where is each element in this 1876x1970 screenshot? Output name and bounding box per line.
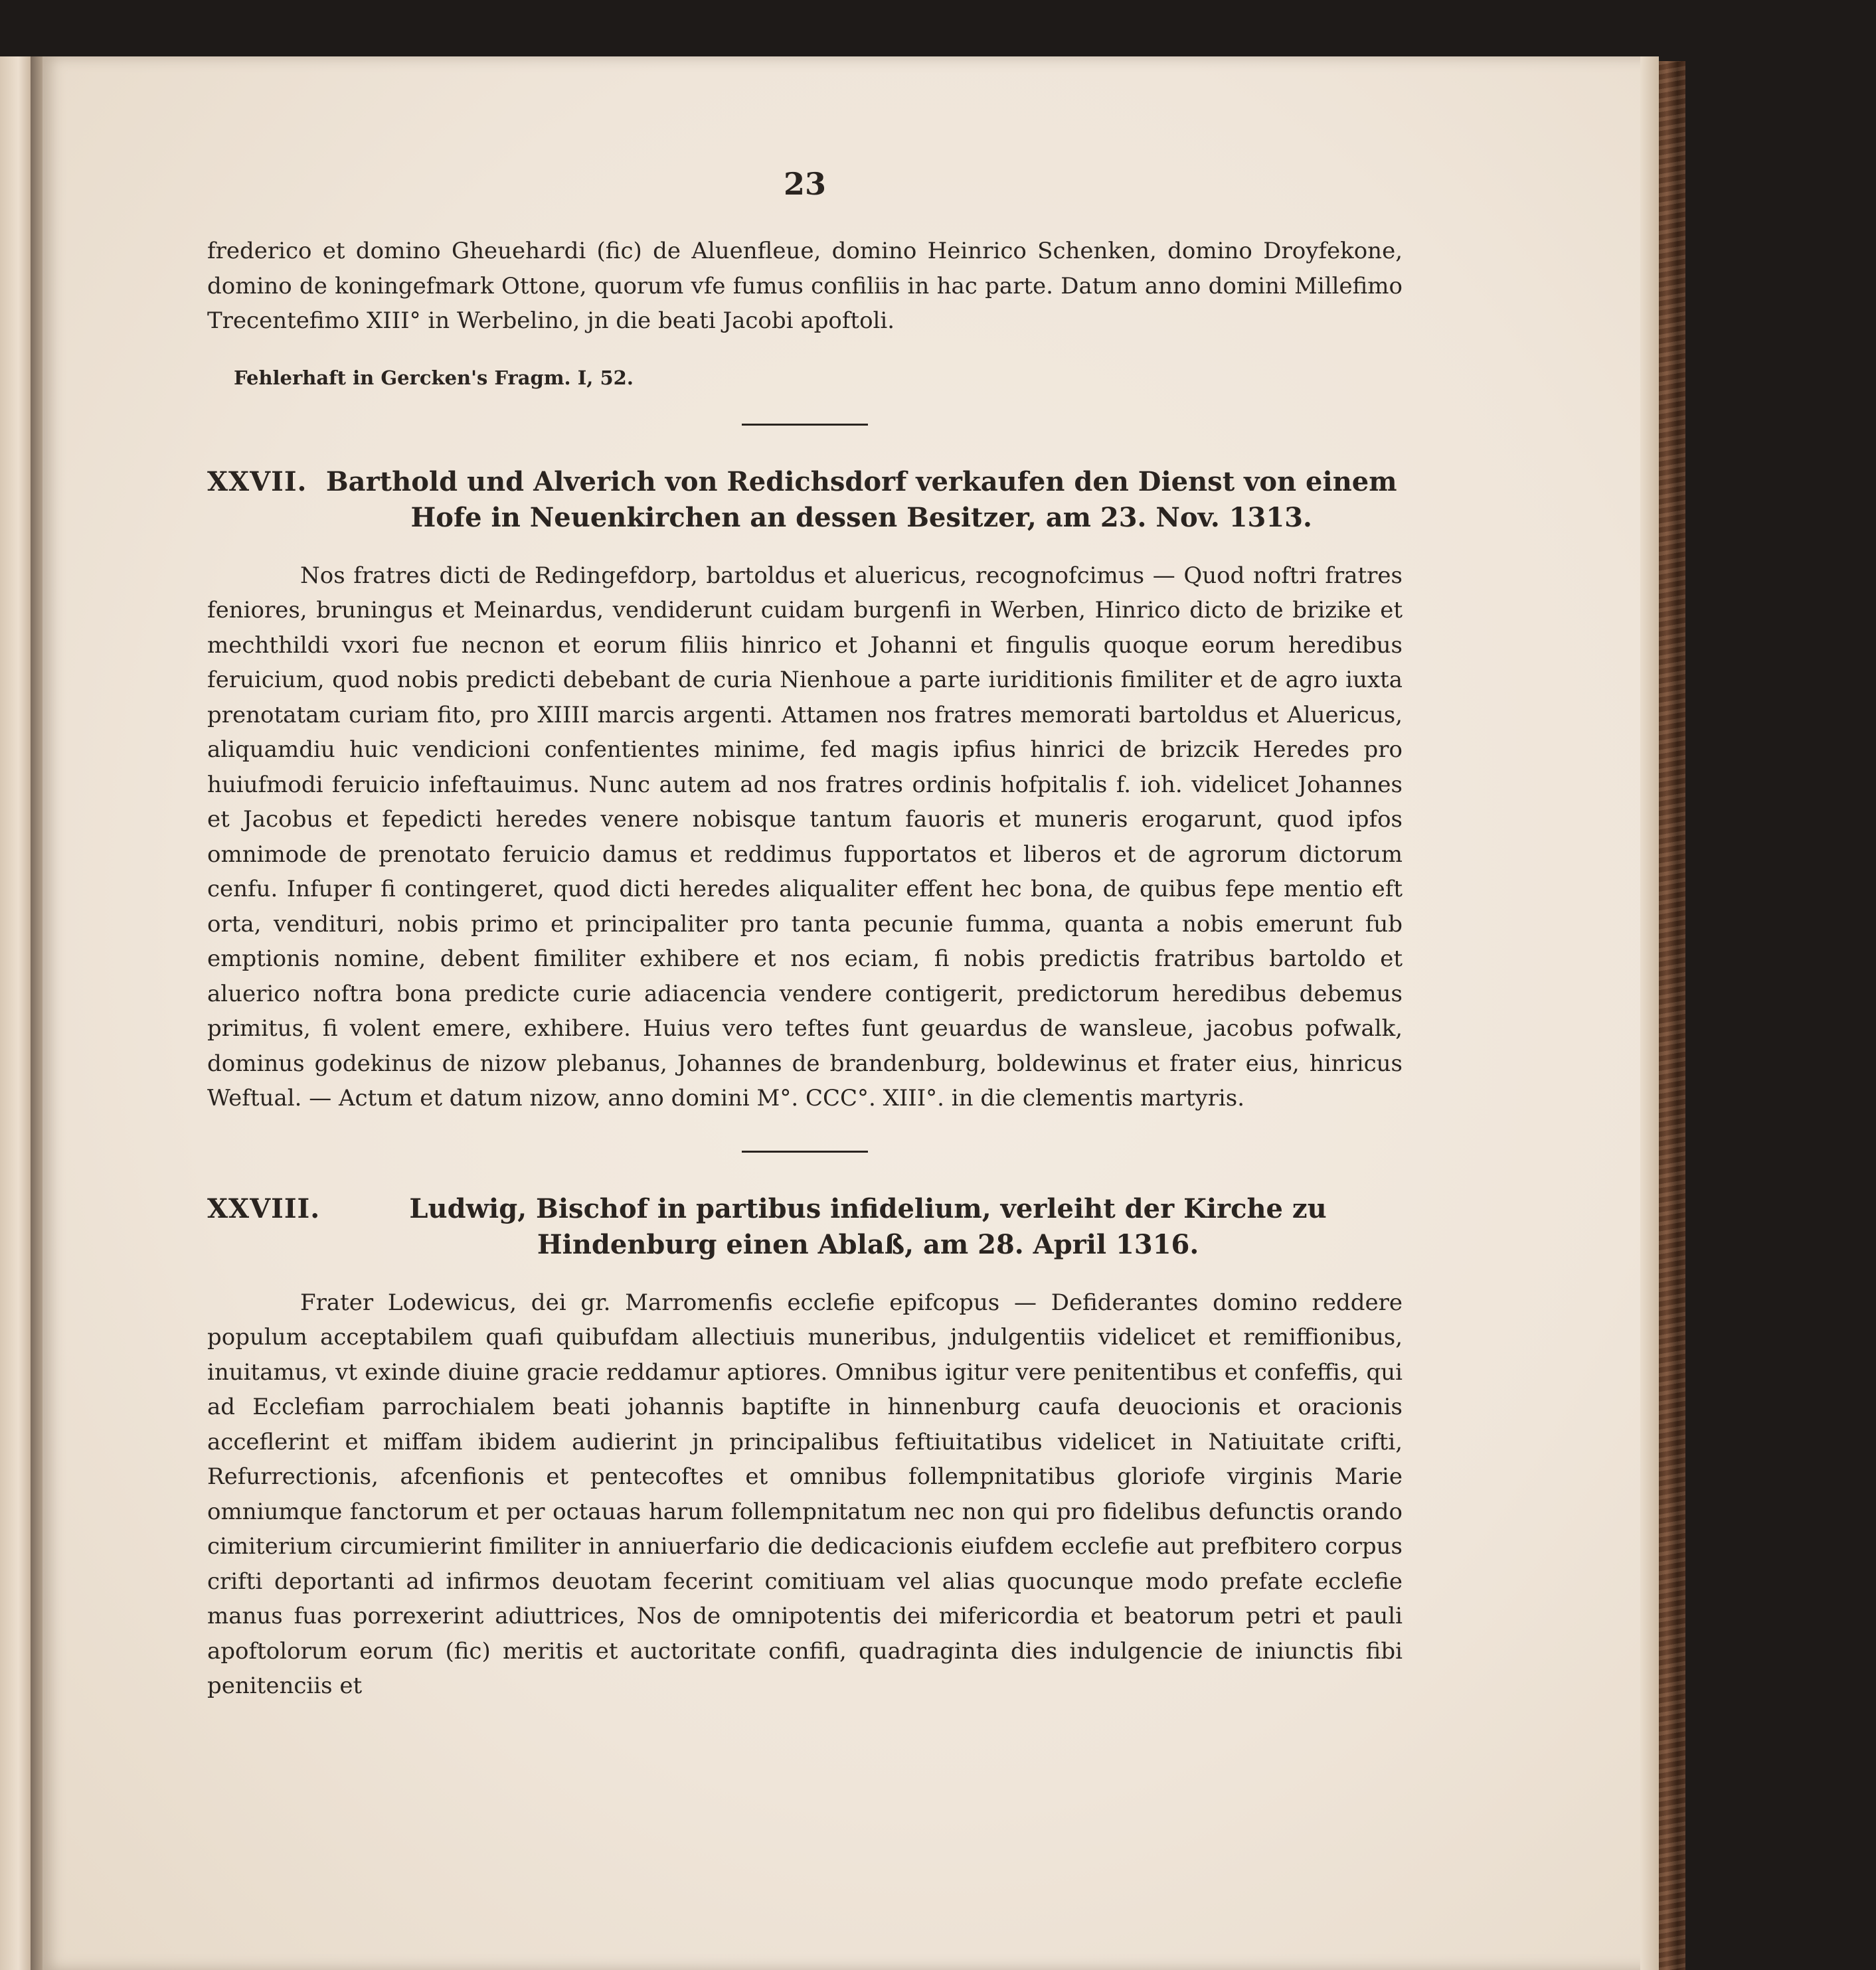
document-heading-xxvii xyxy=(207,464,1403,536)
source-note: Fehlerhaft in Gercken's Fragm. I, 52. xyxy=(234,366,634,389)
document-title: Ludwig, Bischof in partibus infidelium, verleiht der Kirche zu Hindenburg einen Ablaß, am 28. April 1316. xyxy=(409,1192,1327,1260)
page-text-block xyxy=(207,166,1403,1704)
document-number: XXVIII. xyxy=(207,1192,321,1224)
document-title: Barthold und Alverich von Redichsdorf verkaufen den Dienst von einem Hofe in Neuenkirchen an dessen Besitzer, am 23. Nov. 1313. xyxy=(325,465,1397,533)
document-heading-xxviii xyxy=(207,1191,1403,1263)
continuation-paragraph: frederico et domino Gheuehardi (fic) de Aluenfleue, domino Heinrico Schenken, domino Droyfekone, domino de koningefmark Ottone, quorum vfe fumus confiliis in hac parte. Datum anno domini Millefimo Trecentefimo XIII° in Werbelino, jn die beati Jacobi apoftoli. xyxy=(207,238,1403,334)
document-text-xxviii: Frater Lodewicus, dei gr. Marromenfis ecclefie epifcopus — Defiderantes domino reddere populum acceptabilem quafi quibufdam allectiuis muneribus, jndulgentiis videlicet et remiffionibus, inuitamus, vt exinde diuine gracie reddamur aptiores. Omnibus igitur vere penitentibus et confeffis, qui ad Ecclefiam parrochialem beati johannis baptifte in hinnenburg caufa deuocionis et oracionis acceflerint et miffam ibidem audierint jn principalibus feftiuitatibus videlicet in Natiuitate crifti, Refurrectionis, afcenfionis et pentecoftes et omnibus follempnitatibus gloriofe virginis Marie omniumque fanctorum et per octauas harum follempnitatum nec non qui pro fidelibus defunctis orando cimiterium circumierint fimiliter in anniuerfario die dedicacionis eiufdem ecclefie aut prefbitero corpus crifti deportanti ad infirmos deuotam fecerint comitiuam vel alias quocunque modo prefate ecclefie manus fuas porrexerint adiuttrices, Nos de omnipotentis dei mifericordia et beatorum petri et pauli apoftolorum eorum (fic) meritis et auctoritate confifi, quadraginta dies indulgencie de iniunctis fibi penitenciis et xyxy=(207,1289,1403,1699)
document-text-xxvii: Nos fratres dicti de Redingefdorp, bartoldus et aluericus, recognofcimus — Quod noftri fratres feniores, bruningus et Meinardus, vendiderunt cuidam burgenfi in Werben, Hinrico dicto de brizike et mechthildi vxori fue necnon et eorum filiis hinrico et Johanni et fingulis quoque eorum heredibus feruicium, quod nobis predicti debebant de curia Nienhoue a parte iuriditionis fimiliter et de agro iuxta prenotatam curiam fito, pro XIIII marcis argenti. Attamen nos fratres memorati bartoldus et Aluericus, aliquamdiu huic vendicioni confentientes minime, fed magis ipfius hinrici de brizcik Heredes pro huiufmodi feruicio infeftauimus. Nunc autem ad nos fratres ordinis hofpitalis f. ioh. videlicet Johannes et Jacobus et fepedicti heredes venere nobisque tantum fauoris et muneris erogarunt, quod ipfos omnimode de prenotato feruicio damus et reddimus fupportatos et liberos et de agrorum dictorum cenfu. Infuper fi contingeret, quod dicti heredes aliqualiter effent hec bona, de quibus fepe mentio eft orta, vendituri, nobis primo et principaliter pro tanta pecunie fumma, quanta a nobis emerunt fub emptionis nomine, debent fimiliter exhibere et nos eciam, fi nobis predictis fratribus bartoldo et aluerico noftra bona predicte curie adiacencia vendere contigerit, predictorum heredibus debemus primitus, fi volent emere, exhibere. Huius vero teftes funt geuardus de wansleue, jacobus pofwalk, dominus godekinus de nizow plebanus, Johannes de brandenburg, boldewinus et frater eius, hinricus Weftual. — Actum et datum nizow, anno domini M°. CCC°. XIII°. in die clementis martyris. xyxy=(207,562,1403,1111)
page-stack-edge xyxy=(1640,56,1659,1970)
page-number: 23 xyxy=(783,166,826,202)
document-number: XXVII. xyxy=(207,465,307,497)
book-gutter xyxy=(31,56,44,1970)
section-divider xyxy=(742,1151,868,1153)
previous-page-edge xyxy=(0,56,31,1970)
book-cover-edge xyxy=(1659,61,1685,1970)
section-divider xyxy=(742,424,868,426)
